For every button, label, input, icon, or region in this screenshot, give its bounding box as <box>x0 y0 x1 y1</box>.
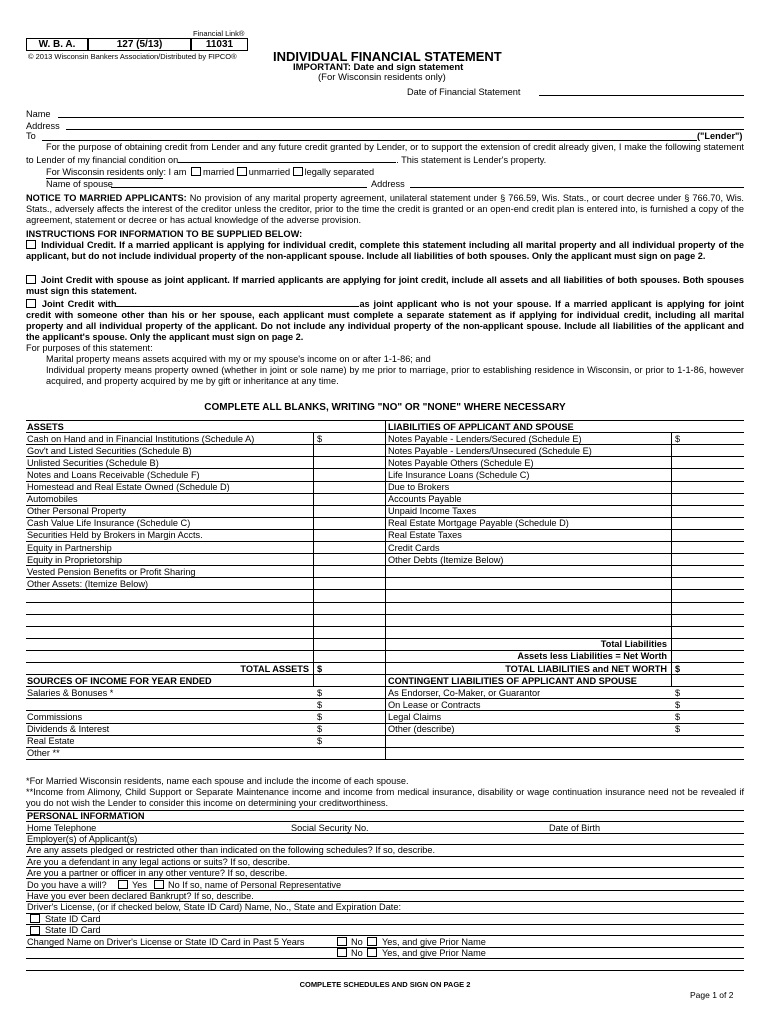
residents-note: (For Wisconsin residents only) <box>318 72 446 83</box>
contingent-item: On Lease or Contracts <box>388 699 481 710</box>
changed-no-label-2: No <box>351 948 363 958</box>
liability-item: Unpaid Income Taxes <box>388 506 477 517</box>
individual-credit-text: Individual Credit. If a married applicant is applying for individual credit, complete this statement including all marital property and all individual property of the applicant, but do not include individual property of the non-applicant spouse. Include all liabilities of both spouses. Only the applicant must sign on page 2. <box>26 240 744 262</box>
income-dollar: $ <box>317 711 323 722</box>
asset-item: Equity in Proprietorship <box>27 554 122 565</box>
purpose-text <box>26 142 744 166</box>
asset-item: Unlisted Securities (Schedule B) <box>27 457 159 468</box>
wi-only-label: For Wisconsin residents only <box>46 167 163 179</box>
income-dollar: $ <box>317 724 323 734</box>
contingent-dollar: $ <box>675 687 681 698</box>
defendant-question: Are you a defendant in any legal actions or suits? If so, describe. <box>27 856 291 867</box>
married-label: married <box>202 167 235 177</box>
marital-definition: Marital property means assets acquired with my or my spouse's income on or after 1-1-86; and <box>46 354 431 364</box>
contingent-heading: CONTINGENT LIABILITIES OF APPLICANT AND SPOUSE <box>388 675 637 686</box>
contingent-dollar: $ <box>675 699 681 710</box>
copyright: © 2013 Wisconsin Bankers Association/Distributed by FIPCO® <box>28 52 237 61</box>
pledged-question: Are any assets pledged or restricted other than indicated on the following schedules? If so, describe. <box>27 845 436 856</box>
joint-spouse-checkbox[interactable] <box>26 275 36 284</box>
asset-item: Automobiles <box>27 494 78 505</box>
individual-definition: Individual property means property owned (whether in joint or sole name) by me prior to marriage, prior to establishing residence in Wisconsin, or prior to 1-1-86, however acquired, and property acquired by me by gift or inheritance at any time. <box>46 365 744 387</box>
income-dollar: $ <box>317 736 323 747</box>
state-id-checkbox-2[interactable] <box>30 926 40 935</box>
income-item: Salaries & Bonuses * <box>27 687 114 698</box>
name-label: Name <box>26 109 51 119</box>
contingent-item: Other (describe) <box>388 724 455 734</box>
spouse-address-label: Address <box>371 179 405 189</box>
liability-item: Real Estate Taxes <box>388 530 462 541</box>
footnote-married: *For Married Wisconsin residents, name each spouse and include the income of each spouse. <box>26 776 409 786</box>
lender-label: ("Lender") <box>697 131 743 141</box>
income-dollar: $ <box>317 699 323 710</box>
assets-heading: ASSETS <box>27 421 64 432</box>
notice-heading: NOTICE TO MARRIED APPLICANTS: <box>26 193 187 203</box>
joint-with-text: as joint applicant who is not your spouse. If a married applicant is applying for joint credit with someone other than his or her spouse, each applicant must complete a separate statement as if applying for individual credit, including all marital property and all individual property of the applicant. Do not include any individual property of the non-applicant spouse. Include all liabilities of the applicant and the applicant's spouse. Only the applicant must sign on page 2. <box>26 299 744 343</box>
asset-item: Notes and Loans Receivable (Schedule F) <box>27 469 200 480</box>
state-id-label-1: State ID Card <box>45 913 101 924</box>
state-id-label-2: State ID Card <box>45 925 101 936</box>
contingent-dollar: $ <box>675 711 681 722</box>
liability-item: Notes Payable - Lenders/Secured (Schedule E) <box>388 433 582 444</box>
will-yes-label: Yes <box>132 879 147 890</box>
changed-yes-label-2: Yes, and give Prior Name <box>382 948 486 958</box>
joint-with-checkbox[interactable] <box>26 299 36 308</box>
address-label: Address <box>26 121 60 131</box>
footnote-alimony: **Income from Alimony, Child Support or Separate Maintenance income and income from medical insurance, disability or wage continuation insurance need not be revealed if you do not wish the Lender to consider this income on determining your creditworthiness. <box>26 787 744 809</box>
will-yes-checkbox[interactable] <box>118 880 128 889</box>
condition-date-field[interactable] <box>178 153 396 163</box>
form-number-box: 127 (5/13) <box>88 38 191 51</box>
joint-spouse-text: Joint Credit with spouse as joint applicant. If married applicants are applying for joint credit, include all assets and all liabilities of both spouses. Both spouses must sign this statement. <box>26 275 744 297</box>
income-heading: SOURCES OF INCOME FOR YEAR ENDED <box>27 675 212 686</box>
asset-item: Other Assets: (Itemize Below) <box>27 578 149 589</box>
to-label: To <box>26 131 36 141</box>
total-liabilities-label: Total Liabilities <box>600 639 667 650</box>
asset-item: Cash on Hand and in Financial Institutions (Schedule A) <box>27 433 255 444</box>
table-divider <box>385 420 386 686</box>
liability-item: Credit Cards <box>388 542 440 553</box>
asset-item: Equity in Partnership <box>27 542 112 553</box>
changed-yes-checkbox-1[interactable] <box>367 937 377 946</box>
asset-item: Cash Value Life Insurance (Schedule C) <box>27 518 191 529</box>
will-question: Do you have a will? <box>27 879 107 890</box>
income-item: Dividends & Interest <box>27 724 110 734</box>
asset-item: Other Personal Property <box>27 506 127 517</box>
joint-with <box>26 297 744 343</box>
ssn-label: Social Security No. <box>291 822 369 833</box>
contingent-item: Legal Claims <box>388 711 442 722</box>
date-label: Date of Financial Statement <box>407 87 521 97</box>
total-net-dollar: $ <box>675 663 681 674</box>
liability-item: Other Debts (Itemize Below) <box>388 554 504 565</box>
changed-yes-label-1: Yes, and give Prior Name <box>382 936 486 947</box>
joint-with-label: Joint Credit with <box>41 299 117 309</box>
income-item: Other ** <box>27 748 60 759</box>
spouse-name-field[interactable] <box>111 177 367 188</box>
employer-label: Employer(s) of Applicant(s) <box>27 834 138 844</box>
i-am-label: : I am <box>163 167 187 177</box>
contingent-dollar: $ <box>675 724 681 734</box>
liabilities-heading: LIABILITIES OF APPLICANT AND SPOUSE <box>388 421 574 432</box>
purpose-statement: For the purpose of obtaining credit from Lender and any future credit granted by Lender, or to support the extension of credit already given, I make the following statement to Lender of my financial condition on <box>26 142 744 166</box>
separated-label: legally separated <box>304 167 375 177</box>
liabilities-amount-divider <box>671 432 672 686</box>
asset-item: Securities Held by Brokers in Margin Accts. <box>27 530 203 541</box>
total-assets-dollar: $ <box>317 663 323 674</box>
changed-no-label-1: No <box>351 936 363 947</box>
liability-item: Due to Brokers <box>388 482 450 492</box>
changed-yes-checkbox-2[interactable] <box>367 948 377 957</box>
notice-text: No provision of any marital property agreement, unilateral statement under § 766.59, Wis. Stats., or court decree under § 766.70, Wis. Stats., adversely affects the interest of the creditor unless the creditor, prior to the time the credit is granted or an open-end credit plan is entered into, is furnished a copy of the agreement, statement or decree or has actual knowledge of the adverse provision. <box>26 193 744 226</box>
income-row-line <box>26 759 744 760</box>
total-assets-label: TOTAL ASSETS <box>240 663 309 674</box>
total-net-worth-label: TOTAL LIABILITIES and NET WORTH <box>505 663 667 674</box>
personal-row-line <box>26 924 744 925</box>
liability-item: Life Insurance Loans (Schedule C) <box>388 469 530 480</box>
bankrupt-question: Have you ever been declared Bankrupt? If so, describe. <box>27 891 254 901</box>
spouse-address-field[interactable] <box>410 177 744 188</box>
joint-applicant-field[interactable] <box>116 297 359 307</box>
asset-item: Homestead and Real Estate Owned (Schedule D) <box>27 482 230 492</box>
license-label: Driver's License, (or if checked below, State ID Card) Name, No., State and Expiration Date: <box>27 902 402 913</box>
asset-dollar: $ <box>317 433 323 444</box>
instructions-heading: INSTRUCTIONS FOR INFORMATION TO BE SUPPLIED BELOW: <box>26 229 303 239</box>
asset-item: Gov't and Listed Securities (Schedule B) <box>27 445 192 456</box>
liability-item: Notes Payable - Lenders/Unsecured (Schedule E) <box>388 445 592 456</box>
purposes-label: For purposes of this statement: <box>26 343 153 353</box>
footer-instruction: COMPLETE SCHEDULES AND SIGN ON PAGE 2 <box>299 980 471 989</box>
changed-name-question: Changed Name on Driver's License or State ID Card in Past 5 Years <box>27 936 305 947</box>
individual-credit-checkbox[interactable] <box>26 240 36 249</box>
net-worth-label: Assets less Liabilities = Net Worth <box>517 651 667 662</box>
individual-credit <box>26 240 744 262</box>
asset-item: Vested Pension Benefits or Profit Sharing <box>27 566 196 577</box>
home-phone-label: Home Telephone <box>27 822 97 833</box>
name-field[interactable] <box>58 107 744 118</box>
partner-question: Are you a partner or officer in any other venture? If so, describe. <box>27 868 288 879</box>
purpose-end: . This statement is Lender's property. <box>396 155 547 166</box>
unmarried-label: unmarried <box>248 167 291 177</box>
liability-item: Notes Payable Others (Schedule E) <box>388 457 534 468</box>
income-dollar: $ <box>317 687 323 698</box>
page-number: Page 1 of 2 <box>690 990 734 1000</box>
liability-item: Accounts Payable <box>388 494 462 505</box>
separated-checkbox[interactable] <box>293 167 303 176</box>
date-field[interactable] <box>539 84 744 96</box>
notice <box>26 193 744 226</box>
dob-label: Date of Birth <box>549 822 601 833</box>
will-no-label: No If so, name of Personal Representative <box>168 879 342 890</box>
changed-no-checkbox-2[interactable] <box>337 948 347 957</box>
financial-link: Financial Link® <box>193 29 245 38</box>
changed-no-checkbox-1[interactable] <box>337 937 347 946</box>
income-item: Commissions <box>27 711 83 722</box>
spouse-name-label: Name of spouse <box>46 179 113 189</box>
personal-row-line <box>26 970 744 971</box>
assets-amount-divider <box>313 432 314 686</box>
form-code-box: 11031 <box>191 38 248 51</box>
page-title: INDIVIDUAL FINANCIAL STATEMENT <box>273 49 502 64</box>
form-id-box: W. B. A. <box>26 38 88 51</box>
income-divider <box>385 686 386 759</box>
unmarried-checkbox[interactable] <box>237 167 247 176</box>
will-no-checkbox[interactable] <box>154 880 164 889</box>
joint-spouse <box>26 275 744 297</box>
contingent-item: As Endorser, Co-Maker, or Guarantor <box>388 687 541 698</box>
married-checkbox[interactable] <box>191 167 201 176</box>
lender-field[interactable] <box>42 129 697 141</box>
state-id-checkbox-1[interactable] <box>30 914 40 923</box>
personal-heading: PERSONAL INFORMATION <box>27 811 145 822</box>
income-item: Real Estate <box>27 736 75 747</box>
important-note: IMPORTANT: Date and sign statement <box>293 62 464 73</box>
complete-all-heading: COMPLETE ALL BLANKS, WRITING "NO" OR "NONE" WHERE NECESSARY <box>204 402 566 413</box>
liability-item: Real Estate Mortgage Payable (Schedule D) <box>388 518 569 529</box>
liability-dollar: $ <box>675 433 681 444</box>
